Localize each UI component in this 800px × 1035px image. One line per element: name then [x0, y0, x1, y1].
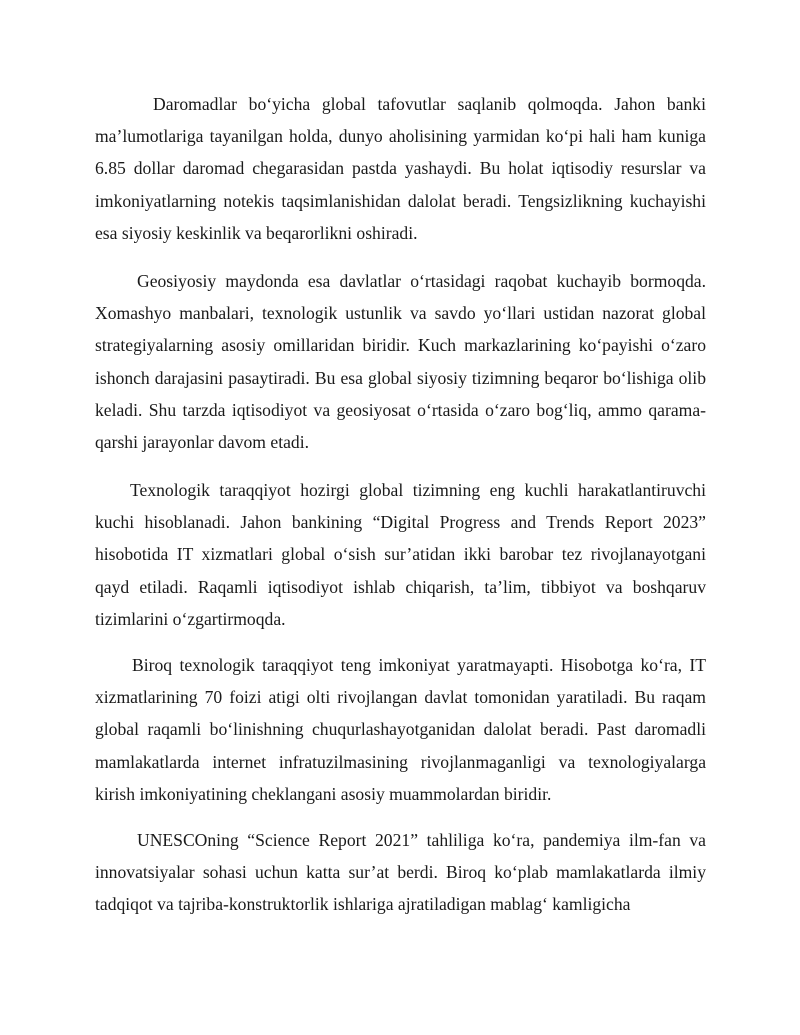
paragraph-digital-divide: Biroq texnologik taraqqiyot teng imkoniyat yaratmayapti. Hisobotga ko‘ra, IT xizmatlarining 70 foizi atigi olti rivojlangan davlat tomonidan yaratiladi. Bu raqam global raqamli bo‘linishning chuqurlashayotganidan dalolat beradi. Past daromadli mamlakatlarda internet infratuzilmasining rivojlanmaganligi va texnologiyalarga kirish imkoniyatining cheklangani asosiy muammolardan biridir.: [95, 655, 706, 804]
paragraph-income-inequality: Daromadlar bo‘yicha global tafovutlar saqlanib qolmoqda. Jahon banki ma’lumotlariga tayanilgan holda, dunyo aholisining yarmidan ko‘pi hali ham kuniga 6.85 dollar daromad chegarasidan pastda yashaydi. Bu holat iqtisodiy resurslar va imkoniyatlarning notekis taqsimlanishidan dalolat beradi. Tengsizlikning kuchayishi esa siyosiy keskinlik va beqarorlikni oshiradi.: [95, 94, 706, 243]
paragraph-unesco-science-report: UNESCOning “Science Report 2021” tahliliga ko‘ra, pandemiya ilm-fan va innovatsiyalar sohasi uchun katta sur’at berdi. Biroq ko‘plab mamlakatlarda ilmiy tadqiqot va tajriba-konstruktorlik ishlariga ajratiladigan mablag‘ kamligicha: [95, 830, 706, 915]
paragraph-technological-progress: Texnologik taraqqiyot hozirgi global tizimning eng kuchli harakatlantiruvchi kuchi hisoblanadi. Jahon bankining “Digital Progress and Trends Report 2023” hisobotida IT xizmatlari global o‘sish sur’atidan ikki barobar tez rivojlanayotgani qayd etiladi. Raqamli iqtisodiyot ishlab chiqarish, ta’lim, tibbiyot va boshqaruv tizimlarini o‘zgartirmoqda.: [95, 480, 706, 629]
paragraph-geopolitics: Geosiyosiy maydonda esa davlatlar o‘rtasidagi raqobat kuchayib bormoqda. Xomashyo manbalari, texnologik ustunlik va savdo yo‘llari ustidan nazorat global strategiyalarning asosiy omillaridan biridir. Kuch markazlarining ko‘payishi o‘zaro ishonch darajasini pasaytiradi. Bu esa global siyosiy tizimning beqaror bo‘lishiga olib keladi. Shu tarzda iqtisodiyot va geosiyosat o‘rtasida o‘zaro bog‘liq, ammo qarama-qarshi jarayonlar davom etadi.: [95, 271, 706, 453]
